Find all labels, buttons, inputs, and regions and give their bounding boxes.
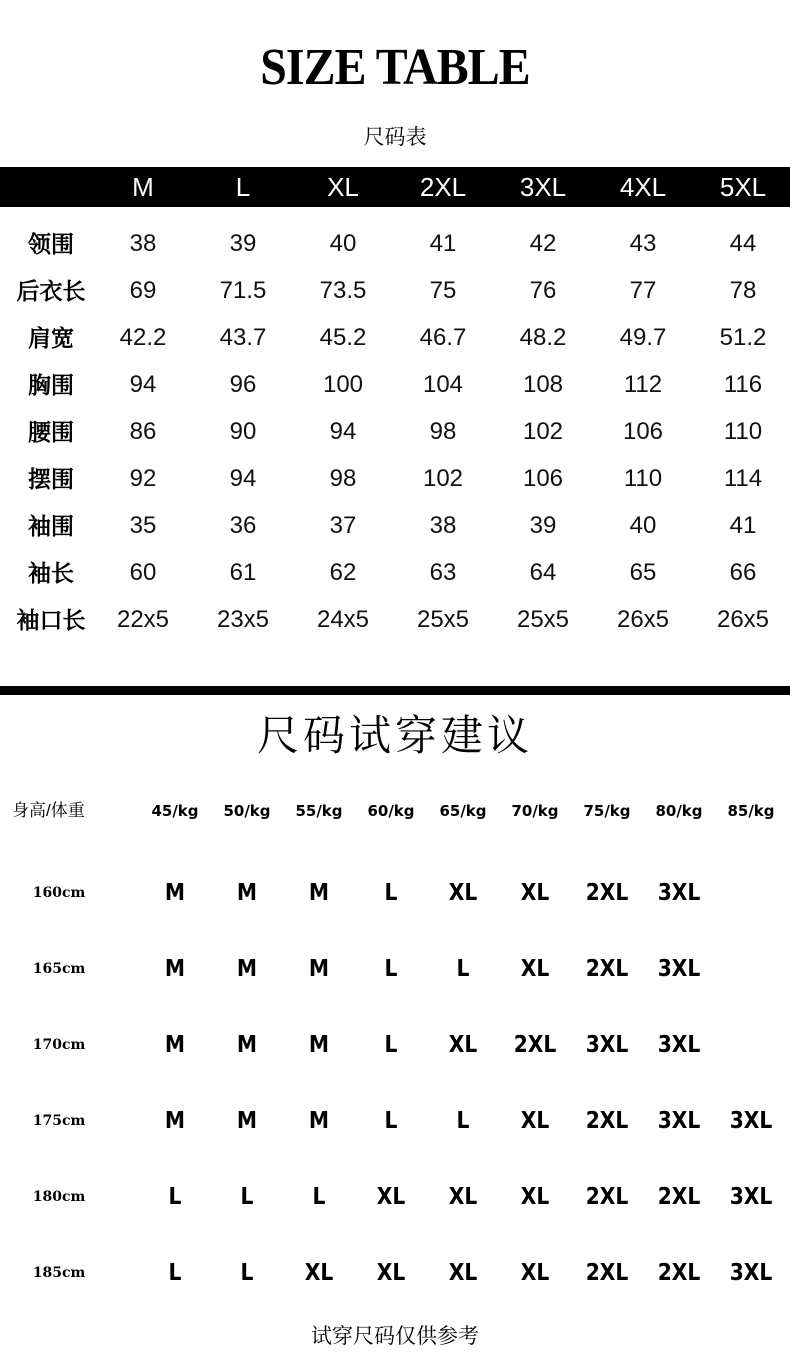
size-cell: 78 (729, 277, 757, 304)
recommended-size-cell: M (308, 880, 330, 906)
size-cell: 71.5 (219, 277, 267, 304)
size-cell: 66 (729, 559, 757, 586)
size-cell: 106 (622, 418, 664, 445)
size-column-header: XL (327, 172, 359, 202)
recommended-size-cell: XL (448, 1260, 478, 1286)
size-cell: 108 (522, 371, 564, 398)
recommended-size-cell: XL (448, 1032, 478, 1058)
size-row-label: 袖长 (28, 560, 74, 586)
recommended-size-cell: L (456, 1108, 470, 1134)
size-row-label: 胸围 (28, 372, 74, 398)
recommended-size-cell: M (164, 880, 186, 906)
recommended-size-cell: M (236, 1032, 258, 1058)
size-row-label: 袖围 (28, 513, 74, 539)
recommended-size-cell: 3XL (657, 880, 701, 906)
size-column-header: M (132, 172, 154, 202)
recommended-size-cell: M (308, 956, 330, 982)
weight-column-header: 80/kg (655, 802, 703, 820)
size-header-bar (0, 167, 790, 207)
size-column-header: L (235, 172, 251, 202)
recommended-size-cell: XL (448, 1184, 478, 1210)
size-cell: 48.2 (519, 324, 567, 351)
size-cell: 64 (529, 559, 557, 586)
size-cell: 38 (129, 230, 157, 257)
size-cell: 51.2 (719, 324, 767, 351)
recommended-size-cell: XL (520, 1260, 550, 1286)
size-cell: 75 (429, 277, 457, 304)
recommended-size-cell: 3XL (657, 1108, 701, 1134)
size-cell: 94 (329, 418, 357, 445)
size-cell: 94 (129, 371, 157, 398)
size-cell: 90 (229, 418, 257, 445)
recommended-size-cell: M (308, 1032, 330, 1058)
recommended-size-cell: L (168, 1184, 182, 1210)
recommended-size-cell: 2XL (585, 956, 629, 982)
recommended-size-cell: M (164, 1032, 186, 1058)
recommended-size-cell: L (456, 956, 470, 982)
size-cell: 102 (522, 418, 564, 445)
size-column-header: 5XL (719, 172, 767, 202)
recommended-size-cell: M (236, 880, 258, 906)
height-row-label: 160cm (32, 885, 86, 901)
size-cell: 110 (723, 418, 763, 445)
recommended-size-cell: 2XL (657, 1260, 701, 1286)
size-cell: 37 (329, 512, 357, 539)
size-row-label: 后衣长 (16, 278, 86, 304)
recommended-size-cell: 3XL (657, 1032, 701, 1058)
size-cell: 60 (129, 559, 157, 586)
weight-column-header: 55/kg (295, 802, 343, 820)
recommended-size-cell: 3XL (729, 1184, 773, 1210)
recommended-size-cell: 2XL (657, 1184, 701, 1210)
recommended-size-cell: XL (520, 1108, 550, 1134)
size-cell: 25x5 (516, 606, 570, 633)
recommended-size-cell: L (384, 956, 398, 982)
size-cell: 41 (429, 230, 457, 257)
size-cell: 41 (729, 512, 757, 539)
size-row-label: 摆围 (28, 466, 74, 492)
recommended-size-cell: L (384, 1032, 398, 1058)
weight-column-header: 60/kg (367, 802, 415, 820)
recommended-size-cell: XL (448, 880, 478, 906)
height-row-label: 185cm (32, 1265, 86, 1281)
size-cell: 102 (422, 465, 464, 492)
size-column-header: 3XL (519, 172, 567, 202)
size-cell: 116 (723, 371, 763, 398)
height-weight-corner-label: 身高/体重 (12, 801, 85, 820)
recommended-size-cell: 2XL (585, 880, 629, 906)
weight-column-header: 50/kg (223, 802, 271, 820)
size-cell: 106 (522, 465, 564, 492)
size-row-label: 肩宽 (28, 325, 74, 351)
section-divider (0, 686, 790, 695)
weight-column-header: 85/kg (727, 802, 775, 820)
recommended-size-cell: M (308, 1108, 330, 1134)
size-cell: 22x5 (116, 606, 170, 633)
page-subtitle: 尺码表 (363, 126, 427, 149)
recommended-size-cell: L (384, 880, 398, 906)
size-cell: 61 (229, 559, 257, 586)
weight-column-header: 65/kg (439, 802, 487, 820)
recommended-size-cell: 2XL (585, 1184, 629, 1210)
size-cell: 92 (129, 465, 157, 492)
height-row-label: 165cm (32, 961, 86, 977)
recommended-size-cell: 2XL (585, 1260, 629, 1286)
recommended-size-cell: M (236, 956, 258, 982)
recommended-size-cell: XL (520, 956, 550, 982)
size-row-label: 腰围 (28, 419, 74, 445)
size-cell: 65 (629, 559, 657, 586)
size-cell: 73.5 (319, 277, 367, 304)
recommended-size-cell: XL (376, 1184, 406, 1210)
recommended-size-cell: 2XL (585, 1108, 629, 1134)
size-cell: 39 (229, 230, 257, 257)
footer-note: 试穿尺码仅供参考 (311, 1324, 479, 1348)
size-cell: 96 (229, 371, 257, 398)
size-cell: 23x5 (216, 606, 270, 633)
size-cell: 38 (429, 512, 457, 539)
size-cell: 40 (629, 512, 657, 539)
size-cell: 24x5 (316, 606, 370, 633)
size-cell: 35 (129, 512, 157, 539)
weight-column-header: 75/kg (583, 802, 631, 820)
size-cell: 63 (429, 559, 457, 586)
size-cell: 77 (629, 277, 657, 304)
recommended-size-cell: XL (520, 880, 550, 906)
size-cell: 39 (529, 512, 557, 539)
size-cell: 76 (529, 277, 557, 304)
size-cell: 26x5 (616, 606, 670, 633)
recommended-size-cell: XL (304, 1260, 334, 1286)
recommendation-title: 尺码试穿建议 (256, 711, 533, 760)
size-cell: 43.7 (219, 324, 267, 351)
weight-column-header: 45/kg (151, 802, 199, 820)
recommended-size-cell: 3XL (585, 1032, 629, 1058)
size-cell: 114 (723, 465, 763, 492)
size-cell: 42.2 (119, 324, 167, 351)
size-cell: 100 (322, 371, 364, 398)
size-cell: 110 (623, 465, 663, 492)
recommended-size-cell: L (168, 1260, 182, 1286)
size-cell: 62 (329, 559, 357, 586)
recommended-size-cell: 3XL (657, 956, 701, 982)
size-cell: 43 (629, 230, 657, 257)
recommended-size-cell: L (384, 1108, 398, 1134)
recommended-size-cell: XL (376, 1260, 406, 1286)
height-row-label: 175cm (32, 1113, 86, 1129)
size-cell: 42 (529, 230, 557, 257)
recommended-size-cell: 3XL (729, 1260, 773, 1286)
page-title: SIZE TABLE (260, 39, 530, 96)
recommended-size-cell: L (240, 1260, 254, 1286)
size-column-header: 2XL (419, 172, 467, 202)
recommended-size-cell: M (164, 1108, 186, 1134)
size-cell: 94 (229, 465, 257, 492)
size-cell: 98 (429, 418, 457, 445)
weight-column-header: 70/kg (511, 802, 559, 820)
size-cell: 69 (129, 277, 157, 304)
size-cell: 104 (422, 371, 464, 398)
size-cell: 26x5 (716, 606, 770, 633)
recommended-size-cell: XL (520, 1184, 550, 1210)
size-cell: 49.7 (619, 324, 667, 351)
size-cell: 45.2 (319, 324, 367, 351)
size-column-header: 4XL (619, 172, 667, 202)
size-cell: 36 (229, 512, 257, 539)
recommended-size-cell: 2XL (513, 1032, 557, 1058)
recommended-size-cell: M (164, 956, 186, 982)
recommended-size-cell: L (240, 1184, 254, 1210)
recommended-size-cell: L (312, 1184, 326, 1210)
size-cell: 98 (329, 465, 357, 492)
size-cell: 44 (729, 230, 757, 257)
size-row-label: 袖口长 (16, 607, 86, 633)
recommended-size-cell: M (236, 1108, 258, 1134)
size-cell: 25x5 (416, 606, 470, 633)
size-cell: 40 (329, 230, 357, 257)
size-row-label: 领围 (28, 231, 74, 257)
size-cell: 86 (129, 418, 157, 445)
size-cell: 46.7 (419, 324, 467, 351)
height-row-label: 170cm (32, 1037, 86, 1053)
size-cell: 112 (623, 371, 663, 398)
height-row-label: 180cm (32, 1189, 86, 1205)
recommended-size-cell: 3XL (729, 1108, 773, 1134)
